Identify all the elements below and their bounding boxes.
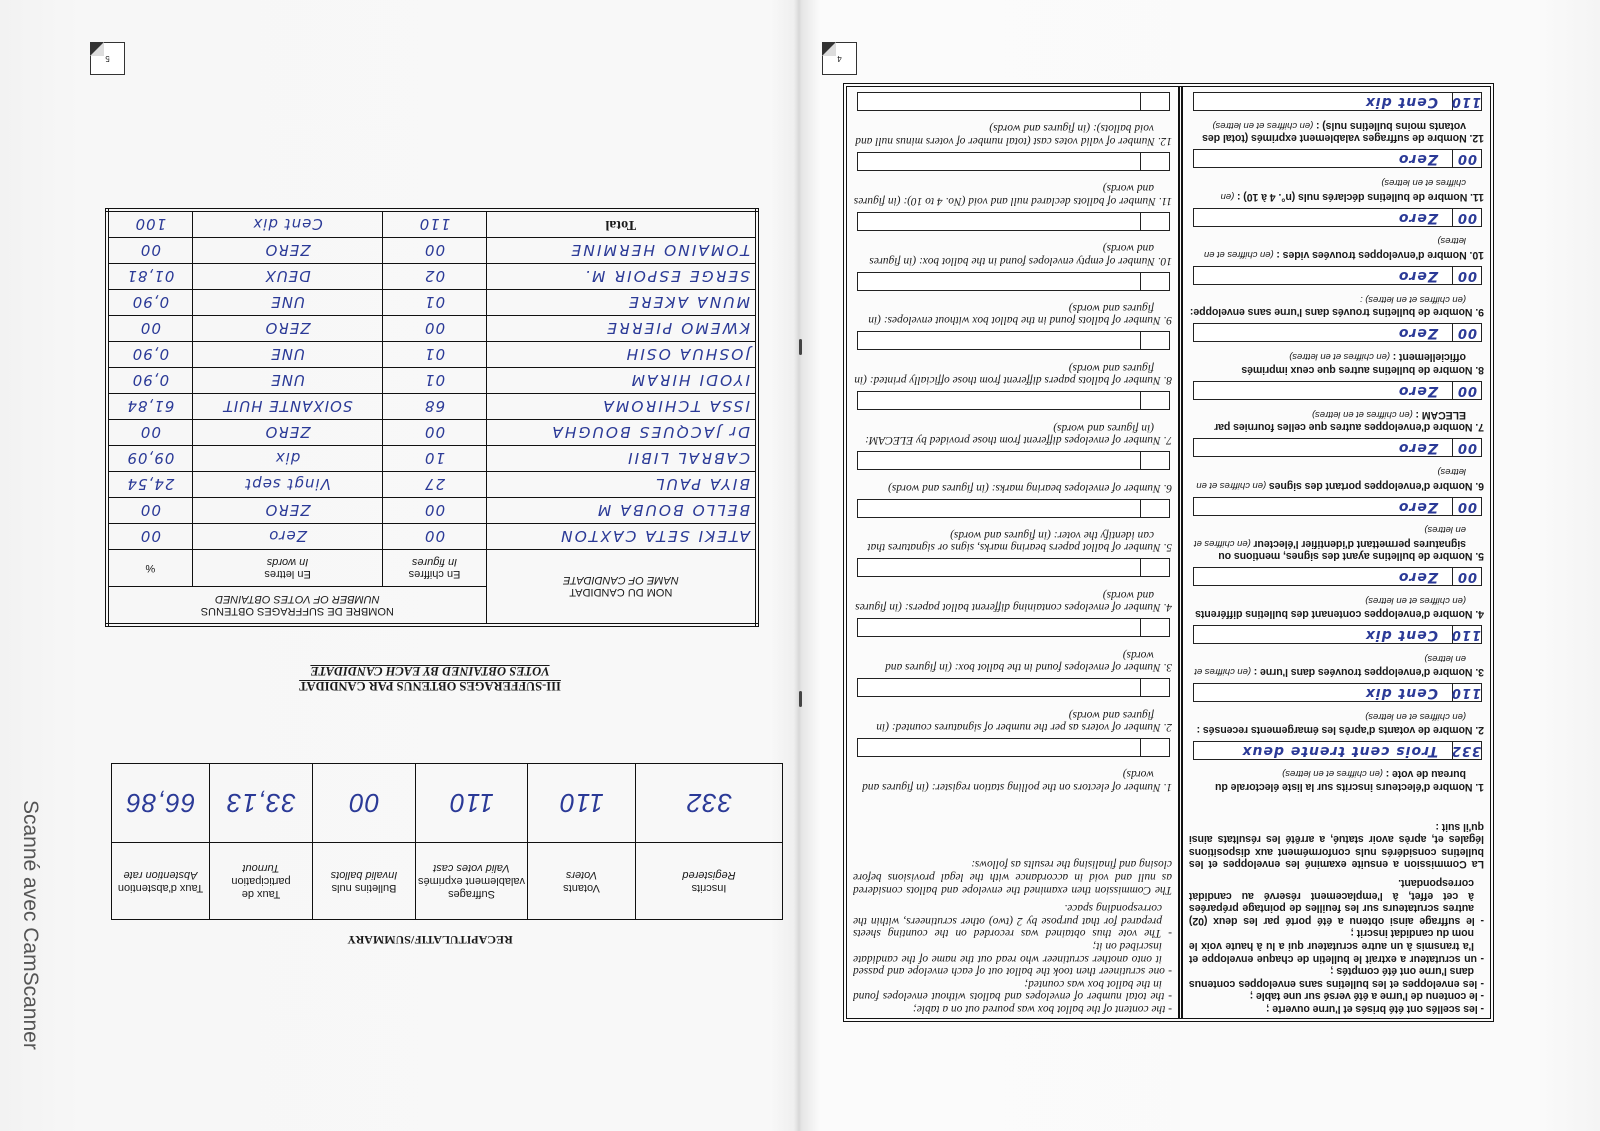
form-item xyxy=(1189,620,1484,678)
item-label-text: 8. Nombre de bulletins autres que ceux imprimés officiellement : xyxy=(1241,351,1484,376)
form-item xyxy=(853,613,1172,673)
item-label-hint: (en chiffres et en lettres) xyxy=(1365,595,1466,607)
summary-header-fr: Votants xyxy=(563,882,600,894)
intro-bullet-text: les enveloppes et les bulletins sans enveloppes contenus dans l'urne ont été comptés ; xyxy=(1189,965,1478,990)
candidate-name: BELLO BOUBA M xyxy=(486,498,757,524)
summary-value: 00 xyxy=(313,764,416,843)
answer-figures[interactable] xyxy=(1140,679,1169,696)
candidate-words: ZERO xyxy=(192,316,383,342)
french-column xyxy=(1178,87,1490,1018)
candidate-figures: 68 xyxy=(383,394,486,420)
answer-box xyxy=(857,212,1170,231)
item-label xyxy=(853,301,1172,326)
answer-box xyxy=(1193,92,1482,111)
candidate-words: Vingt sept xyxy=(192,472,383,498)
item-label-text: 2. Number of voters as per the number of signatures counted: (in figures and words) xyxy=(876,708,1172,734)
form-item xyxy=(853,326,1172,386)
item-label-text: 9. Number of ballots found in the ballot box without envelopes: (in figures and words) xyxy=(868,301,1172,327)
answer-words[interactable]: Zero xyxy=(1397,209,1438,226)
item-label xyxy=(1189,292,1484,318)
header-percent: % xyxy=(107,550,192,587)
answer-words[interactable]: Zero xyxy=(1397,151,1438,168)
candidate-row xyxy=(107,420,757,446)
intro-bullet-text: The vote thus obtained was recorded on the counting sheets prepared for that purpose by 2 (two) other scrutineers, within the corresponding space. xyxy=(853,902,1162,940)
answer-figures[interactable] xyxy=(1140,500,1169,517)
candidate-name: JOSHUA OSIH xyxy=(486,342,757,368)
answer-figures[interactable]: 332 xyxy=(1450,742,1481,758)
item-label-text: 5. Nombre de bulletins ayant des signes, mentions ou signatures permettant d'identifier l'électeur xyxy=(1218,537,1484,563)
answer-words[interactable] xyxy=(858,559,1140,576)
candidate-name: CABRAL LIBII xyxy=(486,446,757,472)
candidate-percent: 0,90 xyxy=(107,290,192,316)
form-item xyxy=(1189,261,1484,318)
item-label-text: 1. Number of electors on the polling station register: (in figures and words) xyxy=(862,768,1172,793)
total-percent: 100 xyxy=(107,210,192,238)
section-title-fr: III-SUFFERAGES OBTENUS PAR CANDIDAT xyxy=(299,679,561,693)
summary-header xyxy=(416,843,528,920)
item-label-hint: (en chiffres et en lettres) xyxy=(1282,768,1383,780)
item-label-text: 10. Number of empty envelopes found in the ballot box: (in figures and words) xyxy=(869,241,1172,267)
answer-figures[interactable]: 00 xyxy=(1452,209,1481,226)
candidate-figures: 00 xyxy=(383,316,486,342)
form-item xyxy=(1189,736,1484,793)
intro-bullet-text: un scrutateur a extrait le bulletin de chaque enveloppe et l'a transmis à un autre scrutateur qui a lu à haute voix le nom du candidat inscrit ; xyxy=(1189,927,1477,965)
item-label xyxy=(853,588,1172,613)
answer-figures[interactable]: 110 xyxy=(1450,93,1481,109)
answer-box xyxy=(857,499,1170,518)
item-label-text: 5. Number of ballot papers bearing marks, signs or signatures that can identify the voter: (in figures and words) xyxy=(867,528,1172,554)
summary-header-fr: Inscrits xyxy=(691,882,727,894)
candidate-name: SERGE ESPOIR M. xyxy=(486,264,757,290)
candidate-words: ZERO xyxy=(192,420,383,446)
candidate-figures: 01 xyxy=(383,368,486,394)
answer-figures[interactable] xyxy=(1140,739,1169,756)
item-label xyxy=(1189,175,1484,202)
form-item xyxy=(1189,678,1484,735)
candidate-words: UNE xyxy=(192,368,383,394)
summary-header-fr: Suffrages valablement exprimés xyxy=(418,875,525,901)
camscanner-watermark: Scanné avec CamScanner xyxy=(19,800,42,1050)
header-figures xyxy=(383,550,486,587)
answer-figures[interactable]: 00 xyxy=(1452,324,1481,341)
answer-words[interactable]: Cent dix xyxy=(1364,685,1438,702)
item-label-text: 3. Number of envelopes found in the ballot box: (in figures and words) xyxy=(885,648,1172,674)
header-votes-fr: NOMBRE DE SUFFRAGES OBTENUS xyxy=(200,605,394,617)
summary-header xyxy=(528,843,636,920)
candidate-percent: 24,54 xyxy=(107,472,192,498)
candidate-name: ISSA TCHIROMA xyxy=(486,394,757,420)
staple-mark xyxy=(799,691,802,707)
header-name-fr: NOM DU CANDIDAT xyxy=(569,586,673,599)
candidate-name: TOMAINO HERMINE xyxy=(486,238,757,264)
item-label-text: 12. Nombre de suffrages valablement exprimés (total des votants moins bulletins nuls) : xyxy=(1202,119,1484,145)
answer-box xyxy=(1193,208,1482,227)
item-label-text: 7. Number of envelopes different from those provided by ELECAM: (in figures and words) xyxy=(865,421,1172,447)
answer-words[interactable] xyxy=(858,213,1140,230)
total-label: Total xyxy=(486,210,757,238)
candidate-row xyxy=(107,316,757,342)
answer-words[interactable] xyxy=(858,332,1140,349)
answer-figures[interactable]: 00 xyxy=(1452,150,1481,167)
intro-bullet-text: the content of the ballot box was poured out on a table; xyxy=(912,1003,1166,1015)
answer-words[interactable] xyxy=(858,619,1140,636)
candidate-words: DEUX xyxy=(192,264,383,290)
candidate-row xyxy=(107,446,757,472)
answer-box xyxy=(1193,438,1482,457)
item-label xyxy=(853,648,1172,673)
summary-header-en: Abstention rate xyxy=(123,869,198,881)
item-label xyxy=(1189,594,1484,620)
answer-box xyxy=(857,618,1170,637)
candidate-percent: 00 xyxy=(107,524,192,550)
summary-header xyxy=(112,843,210,920)
item-label-text: 9. Nombre de bulletins trouvés dans l'urne sans enveloppe: xyxy=(1189,306,1484,319)
answer-box xyxy=(857,92,1170,111)
intro-paragraph: The Commission then examined the envelope and ballots considered as null and void in accordance with the legal provisions before closing and finalising the results as follows: xyxy=(853,858,1172,896)
section-title-en: VOTES OBTAINED BY EACH CANDIDATE xyxy=(310,664,550,678)
item-label-text: 12. Number of valid votes cast (total number of voters minus null and void ballots): (in figures and words) xyxy=(855,122,1172,147)
item-label xyxy=(1189,767,1484,793)
candidate-row xyxy=(107,368,757,394)
answer-box xyxy=(857,738,1170,757)
answer-words[interactable]: Zero xyxy=(1397,382,1438,399)
answer-box xyxy=(1193,683,1482,702)
candidate-name: Dr JACQUES BOUGHA xyxy=(486,420,757,446)
answer-figures[interactable] xyxy=(1140,273,1169,290)
candidate-row xyxy=(107,264,757,290)
item-label-hint: (en chiffres et en lettres) xyxy=(1220,177,1466,202)
candidate-row xyxy=(107,238,757,264)
form-item xyxy=(853,446,1172,493)
summary-value: 110 xyxy=(416,764,528,843)
candidate-percent: 00 xyxy=(107,316,192,342)
form-item xyxy=(1189,563,1484,620)
form-item xyxy=(853,386,1172,446)
item-label-text: 11. Number of ballots declared null and void (No. 4 to 10): (in figures and words) xyxy=(853,182,1172,207)
item-label-hint: (en chiffres et en lettres) xyxy=(1289,351,1390,363)
answer-box xyxy=(1193,323,1482,342)
answer-figures[interactable]: 00 xyxy=(1452,569,1481,586)
candidate-words: UNE xyxy=(192,290,383,316)
answer-figures[interactable]: 00 xyxy=(1452,382,1481,399)
header-words-en: In words xyxy=(266,556,309,568)
candidate-figures: 02 xyxy=(383,264,486,290)
intro-bullet-text: le contenu de l'urne a été versé sur une table ; xyxy=(1249,990,1478,1003)
item-label xyxy=(1189,350,1484,376)
english-items xyxy=(853,87,1172,793)
answer-figures[interactable]: 00 xyxy=(1452,439,1481,456)
answer-words[interactable] xyxy=(858,153,1140,170)
candidate-percent: 01,81 xyxy=(107,264,192,290)
candidate-figures: 00 xyxy=(383,498,486,524)
form-item xyxy=(853,553,1172,613)
item-label xyxy=(1189,651,1484,678)
answer-words[interactable] xyxy=(858,93,1140,110)
staple-mark xyxy=(799,339,802,355)
intro-bullet: - les enveloppes et les bulletins sans enveloppes contenus dans l'urne ont été comptés ; xyxy=(1189,965,1484,990)
item-label xyxy=(853,241,1172,266)
item-label xyxy=(853,708,1172,733)
item-label xyxy=(853,481,1172,494)
candidate-percent: 00 xyxy=(107,420,192,446)
answer-figures[interactable]: 00 xyxy=(1452,267,1481,284)
item-label-text: 6. Number of envelopes bearing marks: (in figures and words) xyxy=(888,481,1172,494)
item-label-text: 6. Nombre d'enveloppes portant des signes xyxy=(1268,479,1484,492)
intro-bullet: - one scrutineer then took the ballot out of each envelope and passed it onto another scrutineer who read out the name of the candidate inscribed on it; xyxy=(853,940,1172,978)
total-words: Cent dix xyxy=(192,210,383,238)
item-label-hint: (en chiffres et en lettres) xyxy=(1312,408,1413,420)
item-label xyxy=(853,528,1172,553)
answer-words[interactable] xyxy=(858,500,1140,517)
answer-box xyxy=(857,331,1170,350)
summary-title: RECAPITULATIF/SUMMARY xyxy=(347,933,513,947)
candidate-name: BIYA PAUL xyxy=(486,472,757,498)
item-label-text: 8. Number of ballots papers different from those officially printed: (in figures and words) xyxy=(854,361,1172,387)
summary-header-fr: Bulletins nuls xyxy=(331,882,397,894)
item-label-hint: (en chiffres et en lettres) xyxy=(1203,235,1466,261)
candidate-percent: 00 xyxy=(107,498,192,524)
form-item xyxy=(853,673,1172,733)
item-label-hint: (en chiffres et en lettres) xyxy=(1194,652,1466,678)
item-label-text: 10. Nombre d'enveloppes trouvées vides : xyxy=(1276,249,1484,262)
summary-value: 110 xyxy=(528,764,636,843)
summary-header-en: Turnout xyxy=(242,862,280,875)
french-items xyxy=(1189,87,1484,793)
summary-header-en: Invalid ballots xyxy=(330,869,398,881)
answer-words[interactable] xyxy=(858,273,1140,290)
item-label-text: 1. Nombre d'électeurs inscrits sur la liste électorale du bureau de vote : xyxy=(1215,768,1484,793)
summary-value: 332 xyxy=(636,764,783,843)
candidate-row xyxy=(107,394,757,420)
item-label-text: 4. Nombre d'enveloppes contenant des bulletins différents xyxy=(1195,607,1484,620)
answer-figures[interactable]: 00 xyxy=(1452,498,1481,515)
total-figures: 110 xyxy=(383,210,486,238)
answer-box xyxy=(1193,568,1482,587)
candidate-figures: 00 xyxy=(383,238,486,264)
answer-figures[interactable] xyxy=(1140,153,1169,170)
candidate-row xyxy=(107,290,757,316)
total-row xyxy=(107,210,757,238)
candidate-words: ZERO xyxy=(192,498,383,524)
item-label xyxy=(853,421,1172,446)
answer-box xyxy=(1193,625,1482,644)
candidate-percent: 00 xyxy=(107,238,192,264)
answer-box xyxy=(857,391,1170,410)
summary-header-en: Voters xyxy=(565,869,598,881)
candidate-figures: 00 xyxy=(383,524,486,550)
candidate-row xyxy=(107,472,757,498)
answer-figures[interactable] xyxy=(1140,332,1169,349)
item-label-text: 2. Nombre de votants d'après les émargements recensés : xyxy=(1196,723,1484,736)
header-words xyxy=(192,550,383,587)
answer-words[interactable]: Cent dix xyxy=(1364,626,1438,643)
answer-words[interactable]: Trois cent trente deux xyxy=(1241,742,1438,759)
summary-header-fr: Taux d'abstention xyxy=(117,882,204,894)
intro-bullet: - le contenu de l'urne a été versé sur une table ; xyxy=(1249,990,1484,1003)
header-figures-en: In figures xyxy=(411,556,458,568)
answer-words[interactable]: Zero xyxy=(1397,440,1438,457)
french-intro xyxy=(1189,793,1484,1015)
candidate-row xyxy=(107,342,757,368)
candidate-name: MUNA AKERE xyxy=(486,290,757,316)
item-label-text: 4. Number of envelopes containing different ballot papers: (in figures and words) xyxy=(855,588,1172,614)
header-name-en: NAME OF CANDIDATE xyxy=(562,574,679,587)
header-figures-fr: En chiffres xyxy=(408,568,461,580)
intro-bullet: - le suffrage ainsi obtenu a été porté par les deux (02) autres scrutateurs sur les feuilles de pointage préparées à cet effet, à l'emplacement réservé au candidat correspondant. xyxy=(1189,877,1484,927)
header-words-fr: En lettres xyxy=(264,568,311,580)
item-label-hint: (en chiffres et en lettres) xyxy=(1365,711,1466,723)
candidate-percent: 0,90 xyxy=(107,342,192,368)
item-label xyxy=(1189,464,1484,491)
answer-words[interactable] xyxy=(858,739,1140,756)
item-label xyxy=(853,122,1172,147)
item-label xyxy=(1189,709,1484,735)
intro-bullet: - un scrutateur a extrait le bulletin de chaque enveloppe et l'a transmis à un autre scrutateur qui a lu à haute voix le nom du candidat inscrit ; xyxy=(1189,927,1484,965)
item-label xyxy=(1189,118,1484,144)
item-label xyxy=(1189,523,1484,563)
section-title xyxy=(260,663,600,693)
answer-box xyxy=(1193,497,1482,516)
form-item xyxy=(1189,87,1484,144)
intro-bullet-text: one scrutineer then took the ballot out of each envelope and passed it onto another scrutineer who read out the name of the candidate inscribed on it; xyxy=(853,940,1165,978)
candidates-table xyxy=(105,208,759,627)
header-votes-en: NUMBER OF VOTES OBTAINED xyxy=(215,593,380,605)
intro-bullet-text: le suffrage ainsi obtenu a été porté par les deux (02) autres scrutateurs sur les feuilles de pointage préparées à cet effet, à l'emplacement réservé au candidat correspondant. xyxy=(1189,877,1475,927)
results-form-page-4 xyxy=(843,83,1494,1022)
form-item xyxy=(1189,318,1484,375)
summary-header xyxy=(313,843,416,920)
page-number-4: 4 xyxy=(822,42,857,75)
summary-header xyxy=(636,843,783,920)
answer-box xyxy=(857,558,1170,577)
candidate-percent: 0,90 xyxy=(107,368,192,394)
answer-figures[interactable] xyxy=(1140,559,1169,576)
item-label-hint: (en chiffres et en lettres) : xyxy=(1360,293,1466,305)
form-item xyxy=(1189,144,1484,202)
answer-figures[interactable] xyxy=(1140,452,1169,469)
answer-figures[interactable] xyxy=(1140,392,1169,409)
answer-words[interactable] xyxy=(858,679,1140,696)
answer-figures[interactable] xyxy=(1140,619,1169,636)
item-label xyxy=(1189,234,1484,261)
header-candidate-name xyxy=(486,550,757,626)
answer-words[interactable]: Cent dix xyxy=(1364,93,1438,110)
candidate-words: dix xyxy=(192,446,383,472)
item-label-text: 11. Nombre de bulletins déclarés nuls (n°. 4 à 10) : xyxy=(1237,190,1484,203)
page-number-5: 5 xyxy=(90,42,125,75)
answer-box xyxy=(1193,149,1482,168)
form-item xyxy=(1189,376,1484,433)
form-item xyxy=(1189,433,1484,491)
english-column xyxy=(847,87,1178,1018)
form-item xyxy=(853,267,1172,327)
candidate-percent: 61,84 xyxy=(107,394,192,420)
answer-words[interactable]: Zero xyxy=(1397,325,1438,342)
header-votes xyxy=(107,587,486,626)
candidate-percent: 09,09 xyxy=(107,446,192,472)
form-item xyxy=(853,207,1172,267)
item-label xyxy=(853,768,1172,793)
candidate-figures: 00 xyxy=(383,420,486,446)
form-item xyxy=(853,733,1172,793)
candidate-figures: 01 xyxy=(383,290,486,316)
summary-header-en: Valid votes cast xyxy=(433,862,510,875)
answer-words[interactable]: Zero xyxy=(1397,498,1438,515)
candidate-figures: 10 xyxy=(383,446,486,472)
item-label-text: 7. Nombre d'enveloppes autres que celles fournies par ELECAM : xyxy=(1214,408,1484,434)
answer-box xyxy=(857,678,1170,697)
form-item xyxy=(853,494,1172,554)
summary-header-en: Registered xyxy=(682,869,736,881)
intro-bullet-text: the total number of envelopes and ballots without envelopes found in the ballot box was counted; xyxy=(853,977,1165,1003)
candidate-words: ZERO xyxy=(192,238,383,264)
item-label-text: 3. Nombre d'enveloppes trouvées dans l'urne : xyxy=(1253,666,1484,679)
candidate-words: Zero xyxy=(192,524,383,550)
summary-value: 33,13 xyxy=(210,764,313,843)
candidate-figures: 01 xyxy=(383,342,486,368)
item-label xyxy=(853,182,1172,207)
form-item xyxy=(853,87,1172,147)
answer-box xyxy=(1193,381,1482,400)
answer-box xyxy=(1193,741,1482,760)
summary-header-fr: Taux de participation xyxy=(231,875,291,901)
english-intro xyxy=(853,793,1172,1015)
summary-value: 66,86 xyxy=(112,764,210,843)
form-item xyxy=(853,147,1172,207)
answer-words[interactable]: Zero xyxy=(1397,268,1438,285)
candidate-words: SOIXANTE HUIT xyxy=(192,394,383,420)
intro-bullet: - The vote thus obtained was recorded on the counting sheets prepared for that purpose by 2 (two) other scrutineers, within the corresponding space. xyxy=(853,902,1172,940)
candidate-name: KWEMO PIERRE xyxy=(486,316,757,342)
item-label xyxy=(853,361,1172,386)
candidate-figures: 27 xyxy=(383,472,486,498)
summary-table xyxy=(111,763,783,920)
intro-bullet: - the content of the ballot box was poured out on a table; xyxy=(912,1003,1172,1015)
answer-figures[interactable]: 110 xyxy=(1450,685,1481,701)
candidate-words: UNE xyxy=(192,342,383,368)
item-label-hint: (en chiffres et en lettres) xyxy=(1194,524,1466,549)
intro-bullet-text: les scellés ont été brisés et l'urne ouverte ; xyxy=(1266,1003,1478,1015)
answer-words[interactable] xyxy=(858,452,1140,469)
candidate-row xyxy=(107,524,757,550)
candidate-name: IYODI HIRAM xyxy=(486,368,757,394)
form-item xyxy=(1189,203,1484,261)
candidate-row xyxy=(107,498,757,524)
item-label-hint: (en chiffres et en lettres) xyxy=(1196,465,1466,491)
answer-box xyxy=(857,451,1170,470)
answer-figures[interactable]: 110 xyxy=(1450,626,1481,642)
intro-paragraph: La Commission a ensuite examiné les enveloppes et les bulletins considérés nuls conformément aux dispositions légales et, après avoir statué, a arrêté les résultats ainsi qu'il suit : xyxy=(1189,820,1484,871)
answer-figures[interactable] xyxy=(1140,93,1169,110)
answer-box xyxy=(1193,266,1482,285)
answer-box xyxy=(857,152,1170,171)
answer-words[interactable] xyxy=(858,392,1140,409)
answer-words[interactable]: Zero xyxy=(1397,569,1438,586)
summary-header xyxy=(210,843,313,920)
item-label-hint: (en chiffres et en lettres) xyxy=(1212,119,1314,131)
answer-figures[interactable] xyxy=(1140,213,1169,230)
item-label xyxy=(1189,407,1484,433)
answer-box xyxy=(857,272,1170,291)
intro-bullet: - the total number of envelopes and ballots without envelopes found in the ballot box was counted; xyxy=(853,977,1172,1003)
form-item xyxy=(1189,492,1484,563)
intro-bullet: - les scellés ont été brisés et l'urne ouverte ; xyxy=(1266,1003,1484,1015)
candidate-name: ATEKI SETA CAXTON xyxy=(486,524,757,550)
